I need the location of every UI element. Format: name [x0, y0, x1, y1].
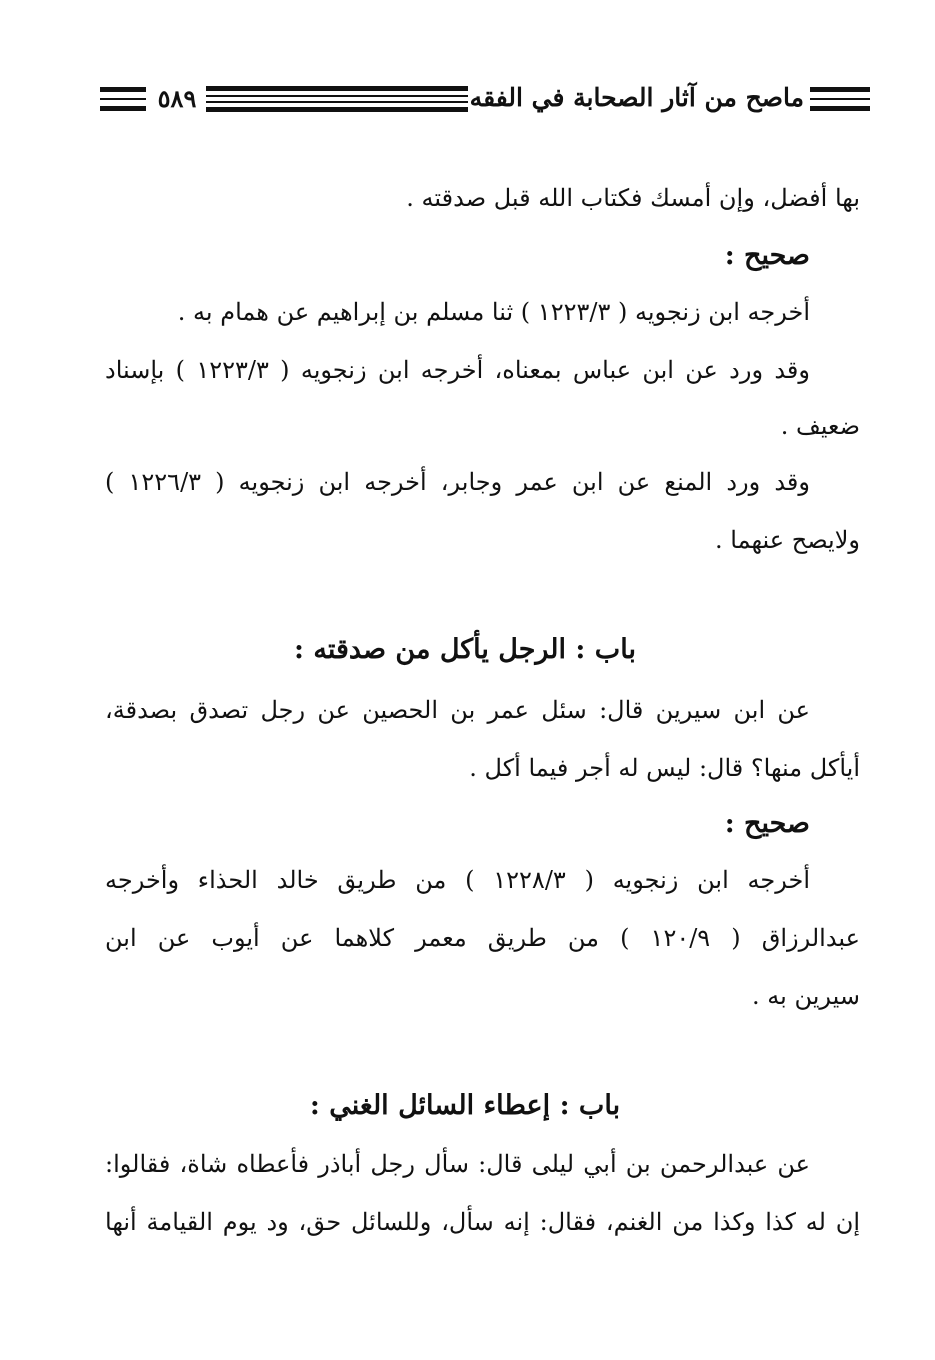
text-line: سيرين به . — [752, 982, 860, 1010]
text-line: وقد ورد المنع عن ابن عمر وجابر، أخرجه ابن زنجويه ( ١٢٢٦/٣ ) — [105, 468, 810, 496]
text-line: عبدالرزاق ( ١٢٠/٩ ) من طريق معمر كلاهما عن أيوب عن ابن — [105, 924, 860, 952]
running-title: ماصح من آثار الصحابة في الفقه — [469, 83, 804, 112]
header-rule-middle — [206, 86, 468, 112]
text-line: بها أفضل، وإن أمسك فكتاب الله قبل صدقته . — [406, 184, 860, 212]
section-heading-sahih: صحيح : — [724, 240, 810, 271]
text-line: أيأكل منها؟ قال: ليس له أجر فيما أكل . — [469, 754, 860, 782]
header-rule-left — [100, 87, 146, 111]
section-heading-sahih: صحيح : — [724, 808, 810, 839]
chapter-heading: باب : الرجل يأكل من صدقته : — [294, 634, 636, 665]
chapter-heading: باب : إعطاء السائل الغني : — [309, 1090, 621, 1121]
header-rule-right — [810, 87, 870, 111]
page-header — [100, 78, 870, 124]
text-line: إن له كذا وكذا من الغنم، فقال: إنه سأل، وللسائل حق، ود يوم القيامة أنها — [105, 1208, 860, 1236]
text-line: أخرجه ابن زنجويه ( ١٢٢٣/٣ ) ثنا مسلم بن إبراهيم عن همام به . — [177, 298, 810, 326]
text-line: أخرجه ابن زنجويه ( ١٢٢٨/٣ ) من طريق خالد الحذاء وأخرجه — [105, 866, 810, 894]
text-line: ضعيف . — [780, 412, 860, 440]
text-line: عن ابن سيرين قال: سئل عمر بن الحصين عن رجل تصدق بصدقة، — [105, 696, 810, 724]
text-line: وقد ورد عن ابن عباس بمعناه، أخرجه ابن زنجويه ( ١٢٢٣/٣ ) بإسناد — [105, 356, 810, 384]
page-number: ٥٨٩ — [157, 84, 197, 113]
text-line: ولايصح عنهما . — [715, 526, 860, 554]
text-line: عن عبدالرحمن بن أبي ليلى قال: سأل رجل أباذر فأعطاه شاة، فقالوا: — [105, 1150, 810, 1178]
